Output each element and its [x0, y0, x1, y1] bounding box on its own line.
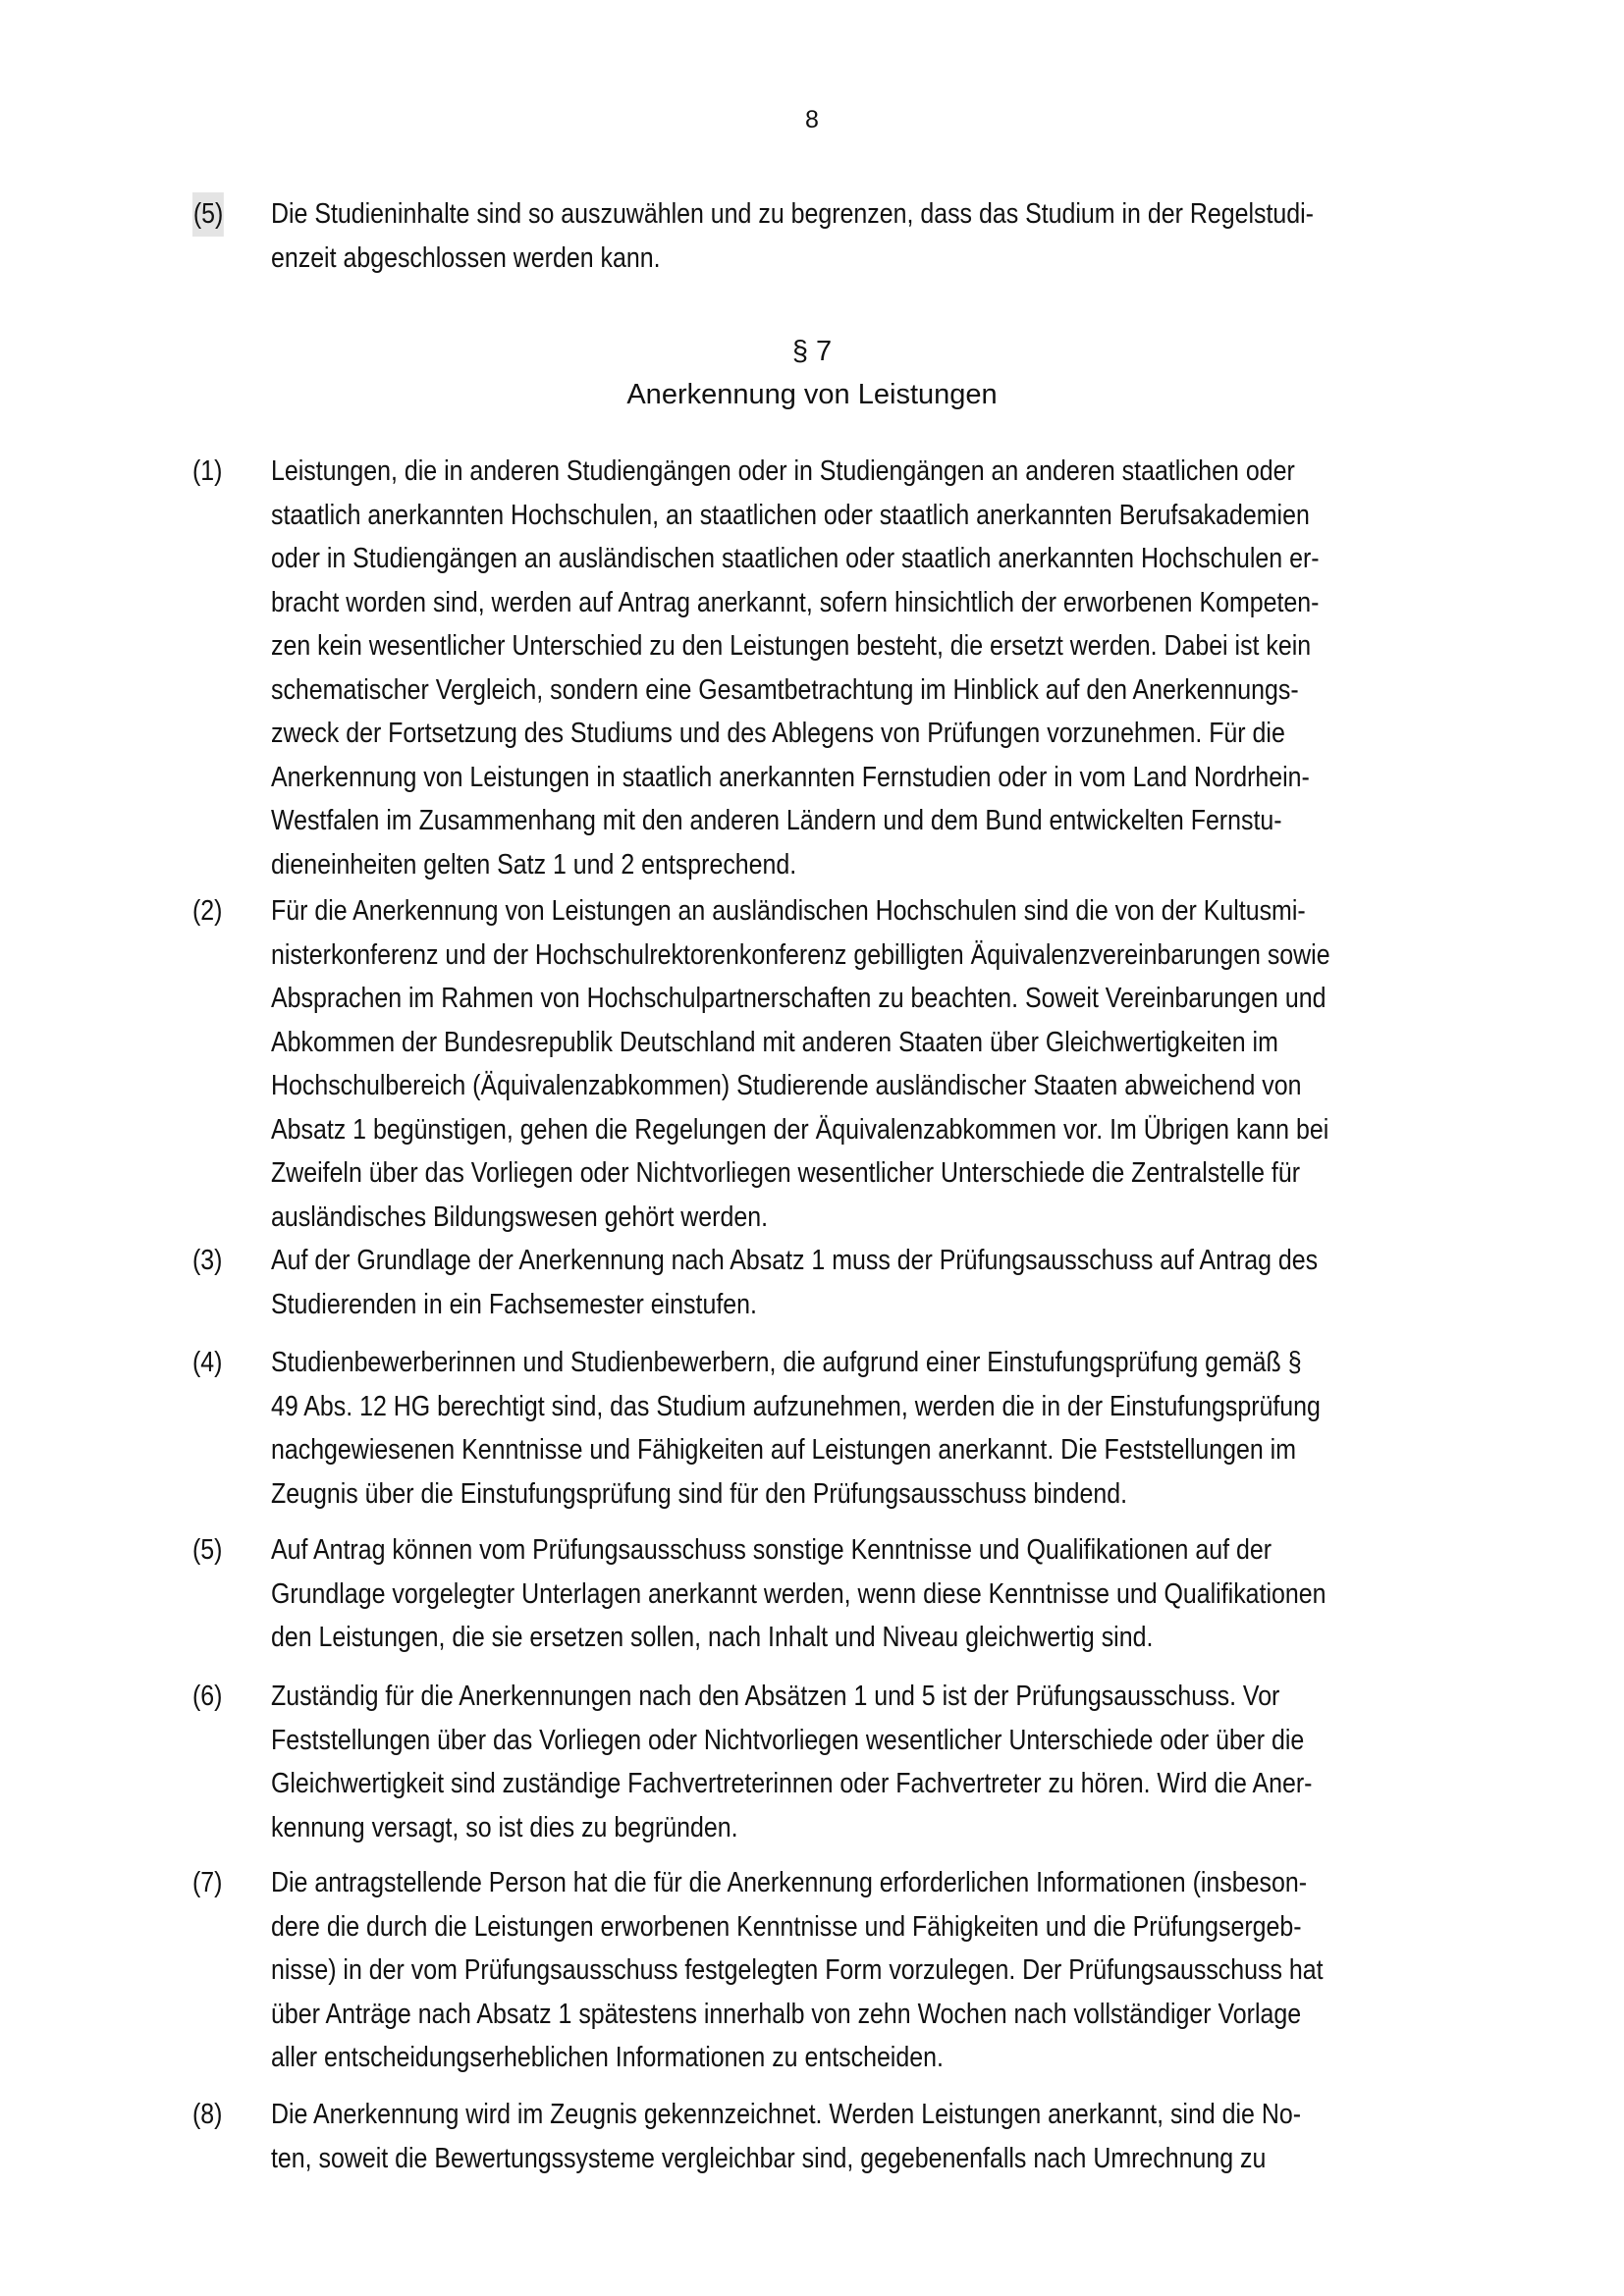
- paragraph-1: [192, 450, 1320, 886]
- paragraph-line: den Leistungen, die sie ersetzen sollen, nach Inhalt und Niveau gleichwertig sind.: [270, 1622, 1154, 1653]
- paragraph-number: (6): [192, 1681, 223, 1712]
- paragraph-line: Zuständig für die Anerkennungen nach den Absätzen 1 und 5 ist der Prüfungsausschuss. Vor: [270, 1681, 1280, 1712]
- paragraph-body: [270, 1239, 1319, 1326]
- intro-paragraph: [192, 192, 1314, 280]
- paragraph-line: Für die Anerkennung von Leistungen an ausländischen Hochschulen sind die von der Kultusmi-: [270, 895, 1306, 927]
- paragraph-line: dere die durch die Leistungen erworbenen Kenntnisse und Fähigkeiten und die Prüfungsergeb-: [270, 1910, 1302, 1943]
- paragraph-3: [192, 1239, 1319, 1326]
- paragraph-line: ten, soweit die Bewertungssysteme vergleichbar sind, gegebenenfalls nach Umrechnung zu: [270, 2142, 1267, 2174]
- paragraph-line: zweck der Fortsetzung des Studiums und des Ablegens von Prüfungen vorzunehmen. Für die: [270, 718, 1285, 749]
- paragraph-line: Westfalen im Zusammenhang mit den anderen Ländern und dem Bund entwickelten Fernstu-: [270, 805, 1282, 836]
- section-symbol: § 7: [791, 336, 833, 367]
- paragraph-line: Leistungen, die in anderen Studiengängen oder in Studiengängen an anderen staatlichen oder: [270, 455, 1295, 487]
- paragraph-line: Anerkennung von Leistungen in staatlich anerkannten Fernstudien oder in vom Land Nordrhein-: [270, 761, 1310, 793]
- paragraph-line: nisse) in der vom Prüfungsausschuss festgelegten Form vorzulegen. Der Prüfungsausschuss hat: [270, 1954, 1324, 1986]
- page-number: 8: [805, 106, 819, 133]
- paragraph-number: (1): [192, 455, 223, 487]
- paragraph-line: ausländisches Bildungswesen gehört werden.: [270, 1201, 769, 1233]
- paragraph-5: [192, 1528, 1326, 1660]
- paragraph-number: (5): [192, 1534, 223, 1566]
- paragraph-number: (8): [192, 2099, 223, 2130]
- paragraph-line: Grundlage vorgelegter Unterlagen anerkannt werden, wenn diese Kenntnisse und Qualifikationen: [270, 1577, 1326, 1610]
- paragraph-line: Zweifeln über das Vorliegen oder Nichtvorliegen wesentlicher Unterschiede die Zentralstelle für: [270, 1157, 1301, 1189]
- paragraph-line: zen kein wesentlicher Unterschied zu den Leistungen besteht, die ersetzt werden. Dabei ist kein: [270, 630, 1312, 662]
- paragraph-line: nachgewiesenen Kenntnisse und Fähigkeiten auf Leistungen anerkannt. Die Feststellungen im: [270, 1434, 1296, 1466]
- paragraph-line: Die Studieninhalte sind so auszuwählen und zu begrenzen, dass das Studium in der Regelstudi-: [270, 198, 1314, 230]
- paragraph-body: [270, 192, 1314, 280]
- paragraph-line: Studienbewerberinnen und Studienbewerbern, die aufgrund einer Einstufungsprüfung gemäß §: [270, 1347, 1302, 1378]
- paragraph-line: Auf Antrag können vom Prüfungsausschuss sonstige Kenntnisse und Qualifikationen auf der: [270, 1534, 1272, 1566]
- paragraph-body: [270, 1528, 1326, 1660]
- paragraph-line: nisterkonferenz und der Hochschulrektorenkonferenz gebilligten Äquivalenzvereinbarungen sowie: [270, 938, 1330, 971]
- paragraph-line: schematischer Vergleich, sondern eine Gesamtbetrachtung im Hinblick auf den Anerkennungs-: [270, 673, 1299, 706]
- paragraph-line: Absprachen im Rahmen von Hochschulpartnerschaften zu beachten. Soweit Vereinbarungen und: [270, 983, 1326, 1014]
- paragraph-line: Gleichwertigkeit sind zuständige Fachvertreterinnen oder Fachvertreter zu hören. Wird die Aner-: [270, 1768, 1313, 1799]
- paragraph-number: (3): [192, 1245, 223, 1276]
- paragraph-8: [192, 2093, 1302, 2180]
- paragraph-line: bracht worden sind, werden auf Antrag anerkannt, sofern hinsichtlich der erworbenen Kompeten-: [270, 586, 1320, 618]
- paragraph-line: Die antragstellende Person hat die für die Anerkennung erforderlichen Informationen (insbeson-: [270, 1867, 1308, 1898]
- paragraph-line: dieneinheiten gelten Satz 1 und 2 entsprechend.: [270, 848, 797, 881]
- section-title: Anerkennung von Leistungen: [626, 379, 998, 410]
- paragraph-line: oder in Studiengängen an ausländischen staatlichen oder staatlich anerkannten Hochschulen er-: [270, 543, 1320, 574]
- paragraph-number: (2): [192, 895, 223, 927]
- paragraph-line: Zeugnis über die Einstufungsprüfung sind für den Prüfungsausschuss bindend.: [270, 1477, 1128, 1510]
- paragraph-line: Feststellungen über das Vorliegen oder Nichtvorliegen wesentlicher Unterschiede oder über die: [270, 1724, 1305, 1756]
- paragraph-6: [192, 1675, 1313, 1849]
- paragraph-line: kennung versagt, so ist dies zu begründen.: [270, 1811, 738, 1843]
- paragraph-line: Absatz 1 begünstigen, gehen die Regelungen der Äquivalenzabkommen vor. Im Übrigen kann bei: [270, 1113, 1329, 1146]
- paragraph-line: staatlich anerkannten Hochschulen, an staatlichen oder staatlich anerkannten Berufsakademien: [270, 499, 1310, 531]
- paragraph-line: Abkommen der Bundesrepublik Deutschland mit anderen Staaten über Gleichwertigkeiten im: [270, 1026, 1278, 1058]
- paragraph-body: [270, 889, 1330, 1239]
- paragraph-body: [270, 450, 1320, 886]
- paragraph-2: [192, 889, 1330, 1239]
- paragraph-number: (4): [192, 1347, 223, 1378]
- paragraph-body: [270, 2093, 1302, 2180]
- paragraph-line: Auf der Grundlage der Anerkennung nach Absatz 1 muss der Prüfungsausschuss auf Antrag des: [270, 1245, 1319, 1276]
- paragraph-line: aller entscheidungserheblichen Informationen zu entscheiden.: [270, 2042, 944, 2073]
- paragraph-line: Die Anerkennung wird im Zeugnis gekennzeichnet. Werden Leistungen anerkannt, sind die No-: [270, 2099, 1302, 2130]
- paragraph-4: [192, 1341, 1321, 1516]
- paragraph-number: (5): [192, 192, 224, 237]
- paragraph-line: 49 Abs. 12 HG berechtigt sind, das Studium aufzunehmen, werden die in der Einstufungsprüfung: [270, 1390, 1321, 1422]
- paragraph-7: [192, 1861, 1324, 2080]
- paragraph-line: Hochschulbereich (Äquivalenzabkommen) Studierende ausländischer Staaten abweichend von: [270, 1070, 1302, 1101]
- paragraph-line: über Anträge nach Absatz 1 spätestens innerhalb von zehn Wochen nach vollständiger Vorlage: [270, 1998, 1302, 2030]
- paragraph-body: [270, 1675, 1313, 1849]
- paragraph-number: (7): [192, 1867, 223, 1898]
- paragraph-body: [270, 1341, 1321, 1516]
- paragraph-body: [270, 1861, 1324, 2080]
- paragraph-line: Studierenden in ein Fachsemester einstufen.: [270, 1288, 757, 1320]
- paragraph-line: enzeit abgeschlossen werden kann.: [270, 241, 661, 274]
